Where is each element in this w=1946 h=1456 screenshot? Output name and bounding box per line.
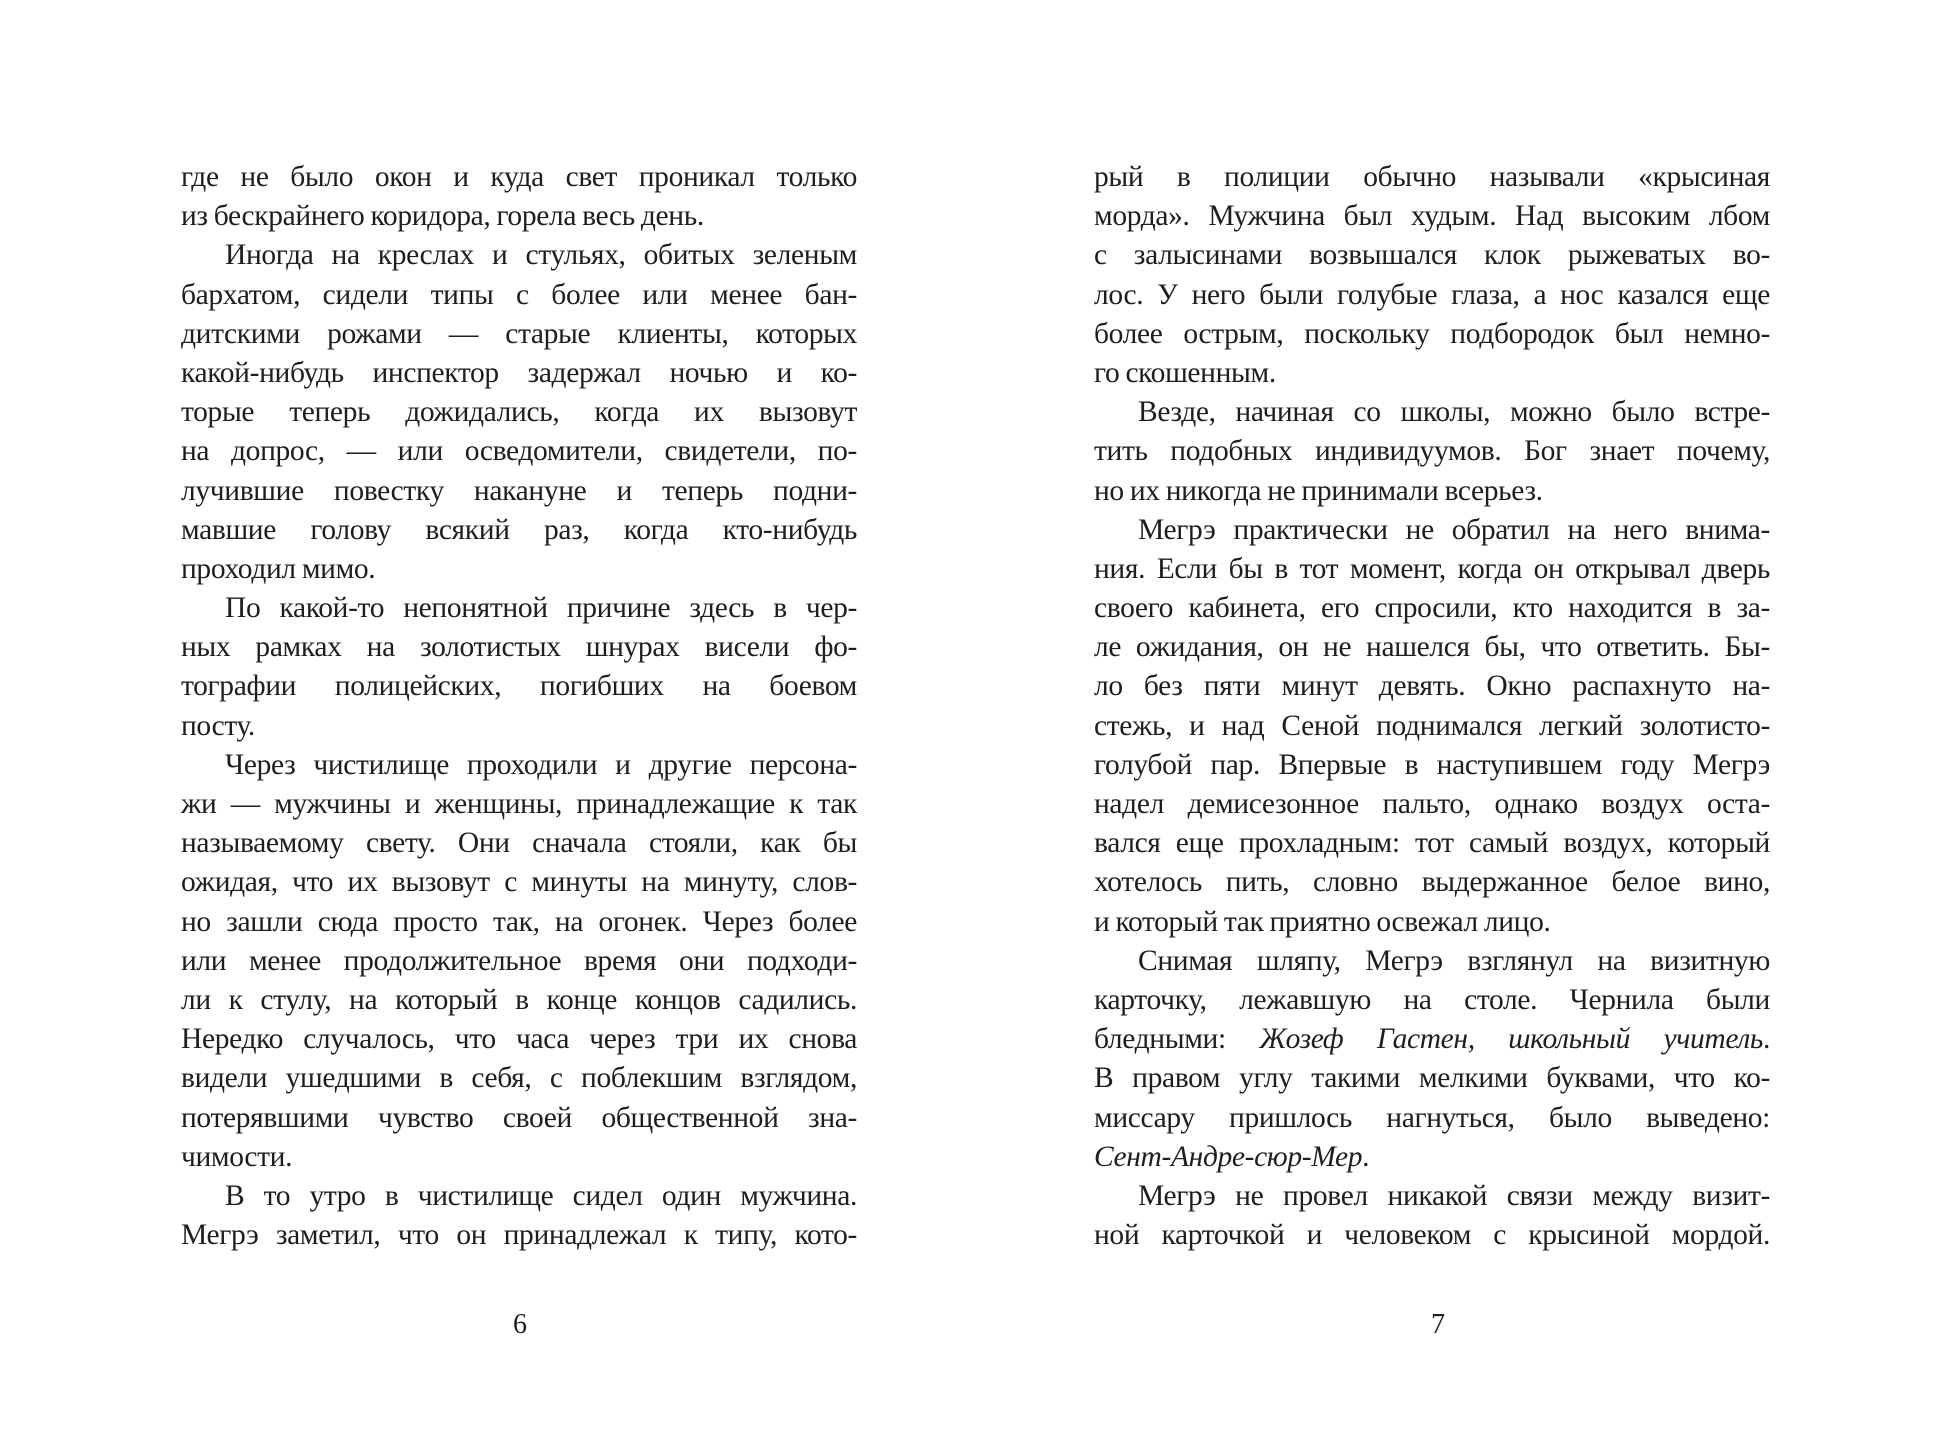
text-line: В правом углу такими мелкими буквами, что ко-: [1094, 1062, 1770, 1095]
text-line: лучившие повестку накануне и теперь подни-: [181, 474, 857, 507]
text-line: и который так приятно освежал лицо.: [1094, 905, 1551, 938]
right-page-text: [1094, 158, 1770, 1255]
text-line: торые теперь дожидались, когда их вызовут: [181, 396, 857, 429]
text-line-with-italic: [1094, 1020, 1770, 1059]
text-line: на допрос, — или осведомители, свидетели, по-: [181, 435, 857, 468]
text-line: видели ушедшими в себя, с поблекшим взглядом,: [181, 1062, 857, 1095]
text-plain: .: [1762, 1023, 1770, 1056]
text-line: тить подобных индивидуумов. Бог знает почему,: [1094, 435, 1770, 468]
text-line: жи — мужчины и женщины, принадлежащие к так: [181, 788, 857, 820]
text-line: называемому свету. Они сначала стояли, как бы: [181, 827, 857, 860]
text-line: или менее продолжительное время они подходи-: [181, 944, 857, 977]
text-line: вался еще прохладным: тот самый воздух, который: [1094, 827, 1770, 860]
text-line: более острым, поскольку подбородок был немно-: [1094, 317, 1770, 350]
page-number-left: 6: [513, 1309, 527, 1340]
text-line: карточку, лежавшую на столе. Чернила были: [1094, 983, 1770, 1016]
text-line: чимости.: [181, 1140, 293, 1173]
text-line: бархатом, сидели типы с более или менее бан-: [181, 278, 857, 311]
text-line: проходил мимо.: [181, 552, 376, 585]
text-line: тографии полицейских, погибших на боевом: [181, 670, 857, 703]
text-line: надел демисезонное пальто, однако воздух оста-: [1094, 788, 1770, 820]
text-line: но их никогда не принимали всерьез.: [1094, 474, 1543, 507]
italic-text: Сент-Андре-сюр-Мер: [1094, 1140, 1363, 1173]
text-line: где не было окон и куда свет проникал только: [181, 161, 857, 193]
text-line: Мегрэ не провел никакой связи между визит-: [1138, 1179, 1770, 1212]
text-plain: .: [1362, 1140, 1370, 1173]
italic-text: Жозеф Гастен, школьный учитель: [1259, 1023, 1763, 1056]
text-line: Мегрэ практически не обратил на него внима-: [1138, 513, 1770, 546]
text-line: ных рамках на золотистых шнурах висели фо-: [181, 631, 857, 664]
text-line: го скошенным.: [1094, 356, 1276, 389]
text-line: мавшие голову всякий раз, когда кто-нибудь: [181, 513, 857, 546]
text-line: Везде, начиная со школы, можно было встре-: [1138, 396, 1770, 429]
text-line: из бескрайнего коридора, горела весь день.: [181, 200, 704, 233]
text-line: Иногда на креслах и стульях, обитых зеленым: [225, 239, 857, 272]
text-line: лос. У него были голубые глаза, а нос казался еще: [1094, 278, 1770, 311]
text-line: ожидая, что их вызовут с минуты на минуту, слов-: [181, 866, 857, 899]
text-line: стежь, и над Сеной поднимался легкий золотисто-: [1094, 709, 1770, 742]
text-line: с залысинами возвышался клок рыжеватых во-: [1094, 239, 1770, 272]
text-line: морда». Мужчина был худым. Над высоким лбом: [1094, 200, 1770, 233]
text-line: ле ожидания, он не нашелся бы, что ответить. Бы-: [1094, 631, 1770, 664]
text-line: ния. Если бы в тот момент, когда он открывал дверь: [1094, 552, 1770, 585]
text-line: ной карточкой и человеком с крысиной мордой.: [1094, 1219, 1770, 1252]
text-line: своего кабинета, его спросили, кто находится в за-: [1094, 592, 1770, 625]
text-line: хотелось пить, словно выдержанное белое вино,: [1094, 866, 1770, 899]
text-line-with-italic: [1094, 1138, 1770, 1177]
text-plain: бледными:: [1094, 1023, 1260, 1056]
text-line: потерявшими чувство своей общественной зна-: [181, 1101, 857, 1134]
text-line: ло без пяти минут девять. Окно распахнуто на-: [1094, 670, 1770, 703]
text-line: По какой-то непонятной причине здесь в чер-: [225, 592, 857, 625]
left-page-text: [181, 158, 857, 1255]
text-line: В то утро в чистилище сидел один мужчина.: [225, 1179, 857, 1212]
page-number-right: 7: [1431, 1309, 1445, 1340]
text-line: дитскими рожами — старые клиенты, которых: [181, 317, 857, 350]
text-line: какой-нибудь инспектор задержал ночью и ко-: [181, 356, 857, 389]
text-line: Мегрэ заметил, что он принадлежал к типу, кото-: [181, 1219, 857, 1252]
text-line: Нередко случалось, что часа через три их снова: [181, 1023, 857, 1056]
text-line: Снимая шляпу, Мегрэ взглянул на визитную: [1138, 944, 1770, 977]
text-line: рый в полиции обычно называли «крысиная: [1094, 161, 1770, 193]
text-line: голубой пар. Впервые в наступившем году Мегрэ: [1094, 748, 1770, 781]
text-line: но зашли сюда просто так, на огонек. Через более: [181, 905, 857, 938]
text-line: посту.: [181, 709, 255, 742]
text-line: Через чистилище проходили и другие персона-: [225, 748, 857, 781]
text-line: миссару пришлось нагнуться, было выведено:: [1094, 1101, 1770, 1134]
text-line: ли к стулу, на который в конце концов садились.: [181, 983, 857, 1016]
